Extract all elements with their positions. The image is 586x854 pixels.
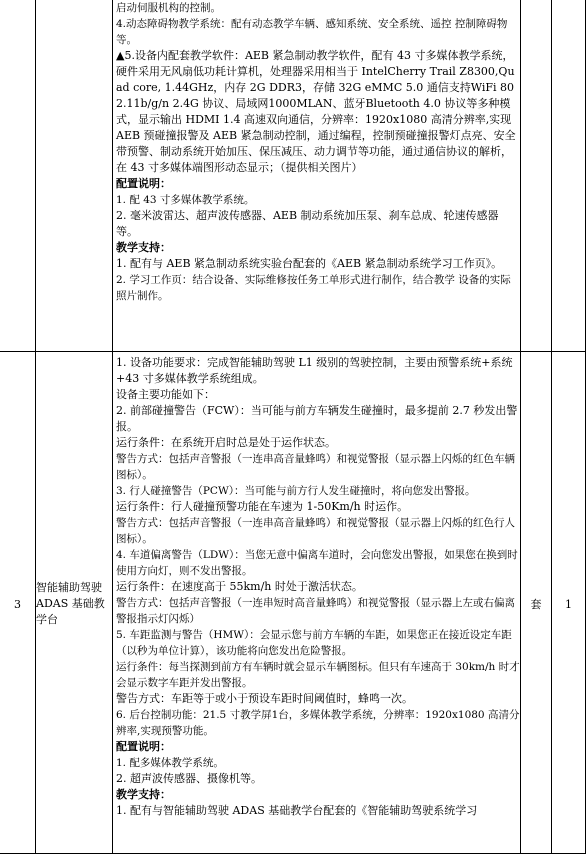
spec-paragraph: 5. 车距监测与警告（HMW）：会显示您与前方车辆的车距，如果您正在接近设定车距（以秒为单位计算），该功能将向您发出危险警报。 bbox=[116, 629, 512, 657]
spec-paragraph: 1. 配有与 AEB 紧急制动系统实验台配套的《AEB 紧急制动系统学习工作页》。 bbox=[116, 257, 503, 270]
spec-paragraph: 2. 前部碰撞警告（FCW）：当可能与前方车辆发生碰撞时，最多提前 2.7 秒发出警报。 bbox=[116, 404, 518, 433]
spec-paragraph: 运行条件：在系统开启时总是处于运作状态。 bbox=[116, 436, 336, 449]
spec-paragraph: 4.动态障碍物教学系统：配有动态教学车辆、感知系统、安全系统、遥控 控制障碍物等。 bbox=[116, 18, 508, 46]
table-border bbox=[35, 0, 36, 854]
row-spec-lines bbox=[116, 355, 520, 819]
section-heading: 教学支持： bbox=[116, 241, 171, 254]
continued-lines bbox=[116, 0, 520, 304]
spec-paragraph: 运行条件：每当探测到前方有车辆时就会显示车辆图标。但只有车速高于 30km/h 时才会显示数字车距并发出警报。 bbox=[116, 661, 520, 689]
spec-paragraph: 警告方式：包括声音警报（一连串高音量蜂鸣）和视觉警报（显示器上闪烁的红色行人图标）。 bbox=[116, 517, 515, 545]
spec-paragraph: 2. 学习工作页：结合设备、实际维修按任务工单形式进行制作，结合教学 设备的实际照片制作。 bbox=[116, 274, 511, 302]
spec-paragraph: 4. 车道偏离警告（LDW）：当您无意中偏离车道时，会向您发出警报，如果您在换到时使用方向灯，则不发出警报。 bbox=[116, 549, 518, 577]
spec-paragraph: 警告方式：包括声音警报（一连串高音量蜂鸣）和视觉警报（显示器上闪烁的红色车辆图标）。 bbox=[116, 453, 515, 481]
row-number: 3 bbox=[14, 598, 21, 611]
section-heading: 教学支持： bbox=[116, 788, 171, 801]
row-divider bbox=[0, 351, 586, 352]
row-unit: 套 bbox=[530, 598, 542, 611]
table-border bbox=[551, 0, 552, 854]
spec-paragraph: 警告方式：车距等于或小于预设车距时间阈值时，蜂鸣一次。 bbox=[116, 692, 413, 705]
spec-paragraph: 1. 配多媒体教学系统。 bbox=[116, 757, 224, 769]
table-border bbox=[112, 0, 113, 854]
spec-paragraph: 6. 后台控制功能：21.5 寸教学屏1台，多媒体教学系统，分辨率：1920x1080 高清分辨率,实现预警功能。 bbox=[116, 709, 520, 737]
spec-paragraph: 设备主要功能如下： bbox=[116, 388, 215, 401]
spec-paragraph: 启动伺服机构的控制。 bbox=[116, 2, 221, 14]
spec-paragraph: ▲5.设备内配套教学软件：AEB 紧急制动教学软件，配有 43 寸多媒体教学系统，硬件采用无风扇低功耗计算机，处理器采用相当于 IntelCherry Trail Z8300,Quad core, 1.44GHz，内存 2G DDR3，存储 32G eMMC 5.0 通信支持WiFi 802.11b/g/n 2.4G 协议、局域网1000MLAN、蓝牙Bluetooth 4.0 协议等多种模式，显示输出 HDMI 1.4 高速双向通信，分辨率：1920x1080 高清分辨率,实现 AEB 预碰撞报警及 AEB 紧急制动控制，通过编程，控制预碰撞报警灯点亮、安全带预警、制动系统开始加压、保压减压、动力调节等功能，通过通信协议的解析，在 43 寸多媒体端图形动态显示；（提供相关图片） bbox=[116, 49, 516, 174]
section-heading: 配置说明： bbox=[116, 740, 171, 753]
spec-paragraph: 运行条件：行人碰撞预警功能在车速为 1-50Km/h 时运作。 bbox=[116, 500, 409, 513]
spec-paragraph: 警告方式：包括声音警报（一连串短时高音量蜂鸣）和视觉警报（显示器上左或右偏离警报指示灯闪烁） bbox=[116, 597, 515, 625]
row-item-name: 智能辅助驾驶ADAS 基础教学台 bbox=[36, 581, 105, 626]
spec-paragraph: 1. 配有与智能辅助驾驶 ADAS 基础教学台配套的《智能辅助驾驶系统学习 bbox=[116, 804, 478, 817]
continued-cell bbox=[116, 0, 520, 304]
table-border bbox=[520, 0, 521, 854]
spec-paragraph: 2. 超声波传感器、摄像机等。 bbox=[116, 772, 262, 785]
spec-paragraph: 3. 行人碰撞警告（PCW）：当可能与前方行人发生碰撞时，将向您发出警报。 bbox=[116, 485, 476, 497]
section-heading: 配置说明： bbox=[116, 177, 171, 190]
spec-paragraph: 1. 设备功能要求：完成智能辅助驾驶 L1 级别的驾驶控制，主要由预警系统+系统+43 寸多媒体教学系统组成。 bbox=[116, 356, 513, 385]
spec-paragraph: 2. 毫米波雷达、超声波传感器、AEB 制动系统加压泵、刹车总成、轮速传感器等。 bbox=[116, 209, 499, 238]
spec-paragraph: 运行条件：在速度高于 55km/h 时处于激活状态。 bbox=[116, 580, 363, 593]
row-spec-cell bbox=[116, 355, 520, 819]
spec-paragraph: 1. 配 43 寸多媒体教学系统。 bbox=[116, 194, 255, 206]
row-quantity: 1 bbox=[565, 598, 572, 611]
